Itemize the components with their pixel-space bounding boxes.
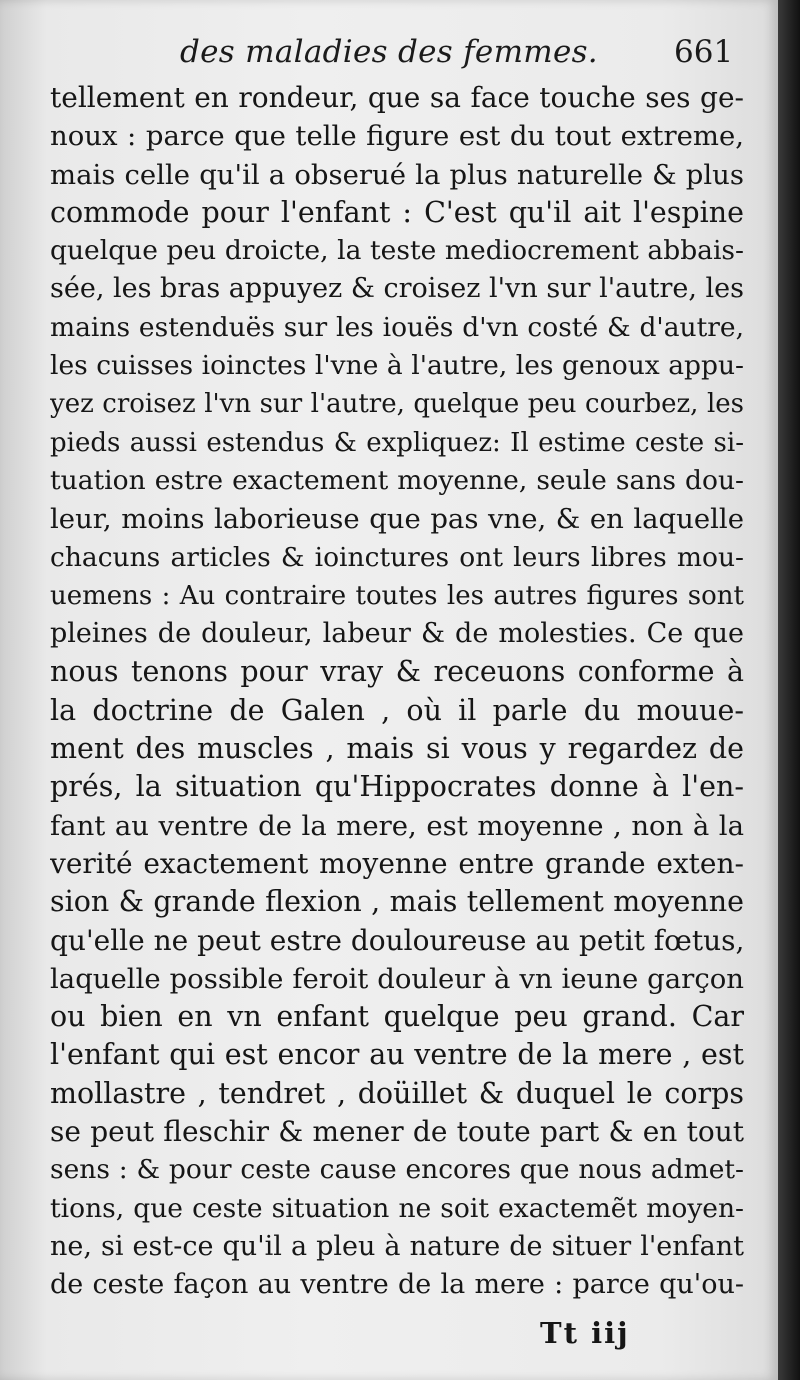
text-line: sion & grande flexion , mais tellement moyenne [50,885,744,919]
text-line: verité exactement moyenne entre grande exten- [50,846,744,880]
text-line: mais celle qu'il a obserué la plus naturelle & plus [50,158,744,191]
text-line: laquelle possible feroit douleur à vn ieune garçon [50,962,744,995]
text-line: qu'elle ne peut estre douloureuse au petit fœtus, [50,923,744,957]
text-line: les cuisses ioinctes l'vne à l'autre, les genoux appu- [50,350,744,382]
text-line: tions, que ceste situation ne soit exactemẽt moyen- [50,1192,744,1224]
text-line: ne, si est-ce qu'il a pleu à nature de situer l'enfant [50,1230,744,1262]
text-line: pleines de douleur, labeur & de molesties. Ce que [50,618,744,650]
text-line: nous tenons pour vray & receuons conforme à [50,655,744,689]
text-line: commode pour l'enfant : C'est qu'il ait l'espine [50,195,744,229]
text-line: tellement en rondeur, que sa face touche ses ge- [50,81,744,114]
text-line: prés, la situation qu'Hippocrates donne à l'en- [50,770,744,804]
text-line: chacuns articles & ioinctures ont leurs libres mou- [50,541,744,573]
text-line: ment des muscles , mais si vous y regardez de [50,732,744,766]
text-line: la doctrine de Galen , où il parle du mouue- [50,693,744,727]
signature-mark: Tt iij [540,1316,630,1350]
text-line: leur, moins laborieuse que pas vne, & en laquelle [50,503,744,536]
text-line: mains estenduës sur les iouës d'vn costé & d'autre, [50,311,744,343]
text-line: sens : & pour ceste cause encores que nous admet- [50,1154,744,1186]
text-line: sée, les bras appuyez & croisez l'vn sur l'autre, les [50,273,744,305]
text-line: yez croisez l'vn sur l'autre, quelque peu courbez, les [50,389,744,420]
text-line: se peut fleschir & mener de toute part & en tout [50,1115,744,1149]
page-number: 661 [674,34,734,70]
text-line: tuation estre exactement moyenne, seule sans dou- [50,464,744,496]
text-line: quelque peu droicte, la teste mediocrement abbais- [50,235,744,267]
text-line: pieds aussi estendus & expliquez: Il estime ceste si- [50,427,744,458]
text-line: fant au ventre de la mere, est moyenne , non à la [50,809,744,842]
running-head: des maladies des femmes. [180,34,598,70]
text-line: de ceste façon au ventre de la mere : parce qu'ou- [50,1269,744,1301]
text-line: noux : parce que telle figure est du tout extreme, [50,120,744,153]
page-edge-shadow [778,0,800,1380]
text-line: uemens : Au contraire toutes les autres figures sont [50,580,744,611]
text-line: l'enfant qui est encor au ventre de la mere , est [50,1038,744,1072]
text-line: mollastre , tendret , doüillet & duquel le corps [50,1076,744,1110]
body-text [50,79,744,1305]
text-line: ou bien en vn enfant quelque peu grand. Car [50,1000,744,1034]
